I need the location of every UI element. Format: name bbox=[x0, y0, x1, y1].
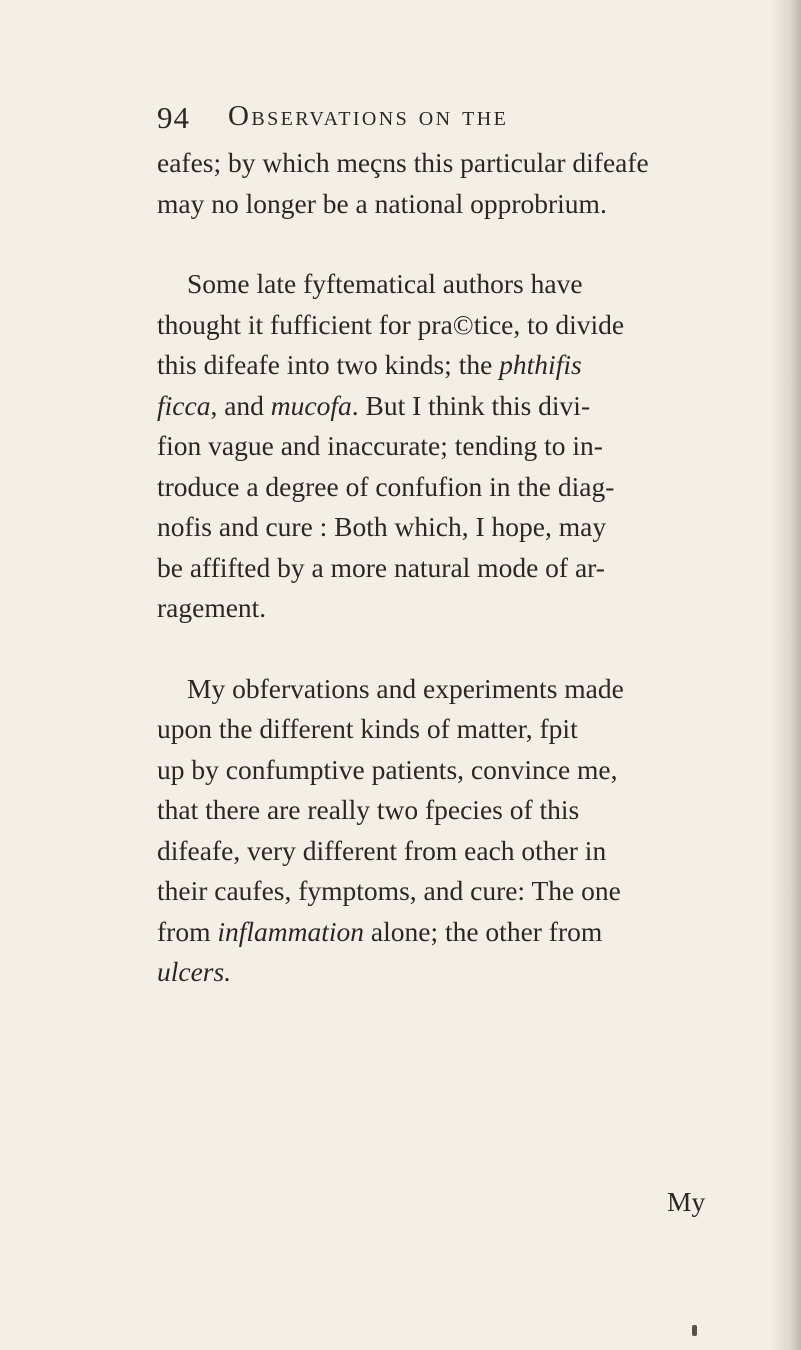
catchword: My bbox=[667, 1186, 706, 1217]
text-line bbox=[157, 548, 727, 589]
text-line bbox=[157, 831, 727, 872]
line-text: up by confumptive patients, convince me, bbox=[157, 753, 618, 785]
italic-term: inflammation bbox=[217, 915, 365, 947]
text-line bbox=[157, 426, 727, 467]
text-line bbox=[157, 871, 727, 912]
line-text-group bbox=[157, 912, 602, 953]
line-text: this difeafe into two kinds; the bbox=[157, 349, 500, 380]
line-text-group bbox=[157, 345, 582, 386]
text-line bbox=[157, 386, 727, 427]
italic-term: ulcers. bbox=[157, 956, 232, 987]
line-text: may no longer be a national opprobrium. bbox=[157, 187, 607, 219]
paragraph-break bbox=[157, 629, 727, 669]
text-line bbox=[157, 912, 727, 953]
text-line bbox=[157, 467, 727, 508]
line-text: thought it fufficient for pra©tice, to divide bbox=[157, 308, 625, 340]
text-line bbox=[157, 750, 727, 791]
ink-mark bbox=[692, 1325, 697, 1336]
line-text: fion vague and inaccurate; tending to in- bbox=[157, 430, 603, 461]
italic-term: phthifis bbox=[499, 349, 582, 380]
line-text: troduce a degree of confufion in the diag- bbox=[157, 470, 615, 502]
page-header bbox=[157, 100, 717, 140]
text-line bbox=[157, 790, 727, 831]
text-line bbox=[157, 305, 727, 346]
italic-term: mucofa bbox=[270, 389, 352, 421]
text-line bbox=[157, 184, 727, 225]
line-text: be affifted by a more natural mode of ar- bbox=[157, 551, 605, 583]
text-line bbox=[157, 507, 727, 548]
running-head: Observations on the bbox=[228, 100, 509, 132]
line-text: My obfervations and experiments made bbox=[187, 672, 624, 704]
line-text: upon the different kinds of matter, fpit bbox=[157, 713, 578, 744]
line-text: eafes; by which meçns this particular difeafe bbox=[157, 147, 649, 178]
text-line bbox=[157, 264, 727, 305]
line-text: their caufes, fymptoms, and cure: The one bbox=[157, 875, 621, 906]
text-line bbox=[157, 588, 727, 629]
line-text: ragement. bbox=[157, 592, 267, 623]
line-text: from bbox=[157, 915, 218, 947]
text-line bbox=[157, 709, 727, 750]
body-text bbox=[157, 143, 727, 993]
line-text: that there are really two fpecies of this bbox=[157, 794, 580, 825]
line-text: nofis and cure : Both which, I hope, may bbox=[157, 511, 607, 542]
line-text: difeafe, very different from each other in bbox=[157, 834, 607, 866]
text-line bbox=[157, 143, 727, 184]
text-line bbox=[157, 345, 727, 386]
page-number: 94 bbox=[157, 100, 190, 135]
line-text-group bbox=[157, 386, 590, 427]
text-line bbox=[157, 669, 727, 710]
line-text: . But I think this divi- bbox=[351, 389, 591, 421]
line-text: Some late fyftematical authors have bbox=[187, 268, 583, 299]
line-text: alone; the other from bbox=[364, 915, 603, 947]
line-text: , and bbox=[210, 389, 271, 421]
text-line bbox=[157, 952, 727, 993]
italic-term: ficca bbox=[157, 389, 211, 421]
paragraph-break bbox=[157, 224, 727, 264]
